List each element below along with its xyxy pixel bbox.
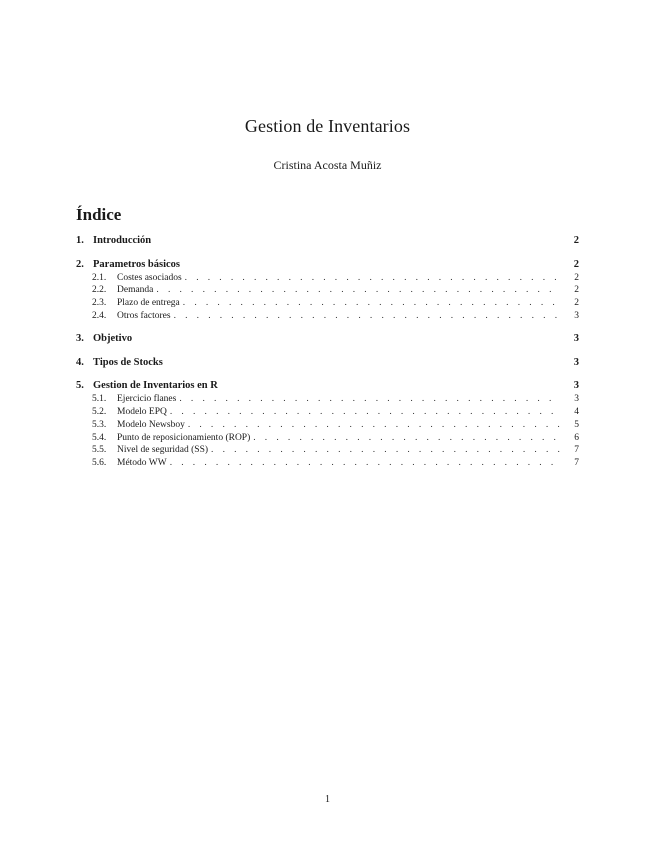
toc-section-page: 2 xyxy=(573,235,579,246)
toc-subsection-otros-factores[interactable] xyxy=(76,310,579,323)
table-of-contents xyxy=(76,234,579,470)
toc-section-page: 2 xyxy=(573,258,579,270)
toc-subsection-page: 7 xyxy=(574,458,579,469)
document-author: Cristina Acosta Muñiz xyxy=(273,158,382,172)
toc-subsection-number: 2.2. xyxy=(92,285,107,296)
toc-subsection-label: Ejercicio flanes xyxy=(117,394,177,405)
toc-subsection-page: 7 xyxy=(574,445,579,456)
toc-section-gestion-inventarios-r[interactable] xyxy=(76,379,579,393)
toc-subsection-label: Nivel de seguridad (SS) xyxy=(117,445,209,456)
toc-subsection-page: 3 xyxy=(574,310,579,321)
toc-subsection-number: 5.1. xyxy=(92,394,107,405)
toc-subsection-label: Costes asociados xyxy=(117,272,182,283)
toc-section-label: Objetivo xyxy=(93,333,133,345)
toc-subsection-number: 5.6. xyxy=(92,458,107,469)
toc-section-number: 2. xyxy=(76,258,84,270)
toc-subsection-plazo-de-entrega[interactable] xyxy=(76,297,579,310)
toc-section-page: 3 xyxy=(573,356,579,368)
dot-leader xyxy=(174,310,561,323)
toc-subsection-page: 5 xyxy=(574,419,579,430)
toc-subsection-label: Plazo de entrega xyxy=(117,298,180,309)
toc-heading: Índice xyxy=(76,205,122,224)
toc-subsection-label: Modelo Newsboy xyxy=(117,419,185,430)
toc-subsection-page: 4 xyxy=(574,406,579,417)
toc-section-label: Introducción xyxy=(93,235,152,246)
toc-section-label: Tipos de Stocks xyxy=(93,356,163,368)
dot-leader xyxy=(170,406,561,419)
toc-subsection-ejercicio-flanes[interactable] xyxy=(76,393,579,406)
toc-subsection-label: Demanda xyxy=(117,285,154,296)
dot-leader xyxy=(188,419,561,432)
toc-subsection-number: 5.4. xyxy=(92,432,107,443)
toc-subsection-number: 5.5. xyxy=(92,445,107,456)
toc-subsection-page: 3 xyxy=(574,394,579,405)
dot-leader xyxy=(253,432,561,445)
toc-section-introduccion[interactable] xyxy=(76,234,579,248)
dot-leader xyxy=(170,457,561,470)
toc-subsection-page: 6 xyxy=(574,432,579,443)
toc-section-page: 3 xyxy=(573,333,579,345)
toc-subsection-demanda[interactable] xyxy=(76,284,579,297)
toc-section-number: 4. xyxy=(76,356,84,368)
toc-subsection-label: Punto de reposicionamiento (ROP) xyxy=(117,432,251,443)
toc-subsection-label: Método WW xyxy=(117,458,167,469)
dot-leader xyxy=(185,272,561,285)
document-title: Gestion de Inventarios xyxy=(244,116,411,136)
toc-section-page: 3 xyxy=(573,380,579,392)
toc-section-number: 1. xyxy=(76,235,84,246)
dot-leader xyxy=(156,284,561,297)
toc-section-label: Gestion de Inventarios en R xyxy=(93,380,218,392)
toc-subsection-costes-asociados[interactable] xyxy=(76,272,579,285)
toc-subsection-number: 2.1. xyxy=(92,272,107,283)
toc-subsection-modelo-newsboy[interactable] xyxy=(76,419,579,432)
toc-subsection-page: 2 xyxy=(574,298,579,309)
dot-leader xyxy=(183,297,561,310)
toc-section-label: Parametros básicos xyxy=(93,258,180,270)
dot-leader xyxy=(179,393,561,406)
toc-subsection-punto-reposicionamiento[interactable] xyxy=(76,432,579,445)
toc-section-objetivo[interactable] xyxy=(76,332,579,346)
toc-subsection-label: Modelo EPQ xyxy=(117,406,167,417)
dot-leader xyxy=(211,444,561,457)
toc-subsection-number: 2.3. xyxy=(92,298,107,309)
toc-subsection-page: 2 xyxy=(574,272,579,283)
toc-section-number: 3. xyxy=(76,333,84,345)
toc-subsection-page: 2 xyxy=(574,285,579,296)
toc-section-tipos-de-stocks[interactable] xyxy=(76,356,579,370)
toc-subsection-number: 5.3. xyxy=(92,419,107,430)
toc-subsection-modelo-epq[interactable] xyxy=(76,406,579,419)
toc-subsection-number: 5.2. xyxy=(92,406,107,417)
toc-subsection-label: Otros factores xyxy=(117,310,171,321)
toc-section-number: 5. xyxy=(76,380,84,392)
footer-page-number: 1 xyxy=(325,794,330,805)
toc-subsection-number: 2.4. xyxy=(92,310,107,321)
toc-section-parametros-basicos[interactable] xyxy=(76,258,579,272)
toc-subsection-nivel-seguridad[interactable] xyxy=(76,444,579,457)
toc-subsection-metodo-ww[interactable] xyxy=(76,457,579,470)
